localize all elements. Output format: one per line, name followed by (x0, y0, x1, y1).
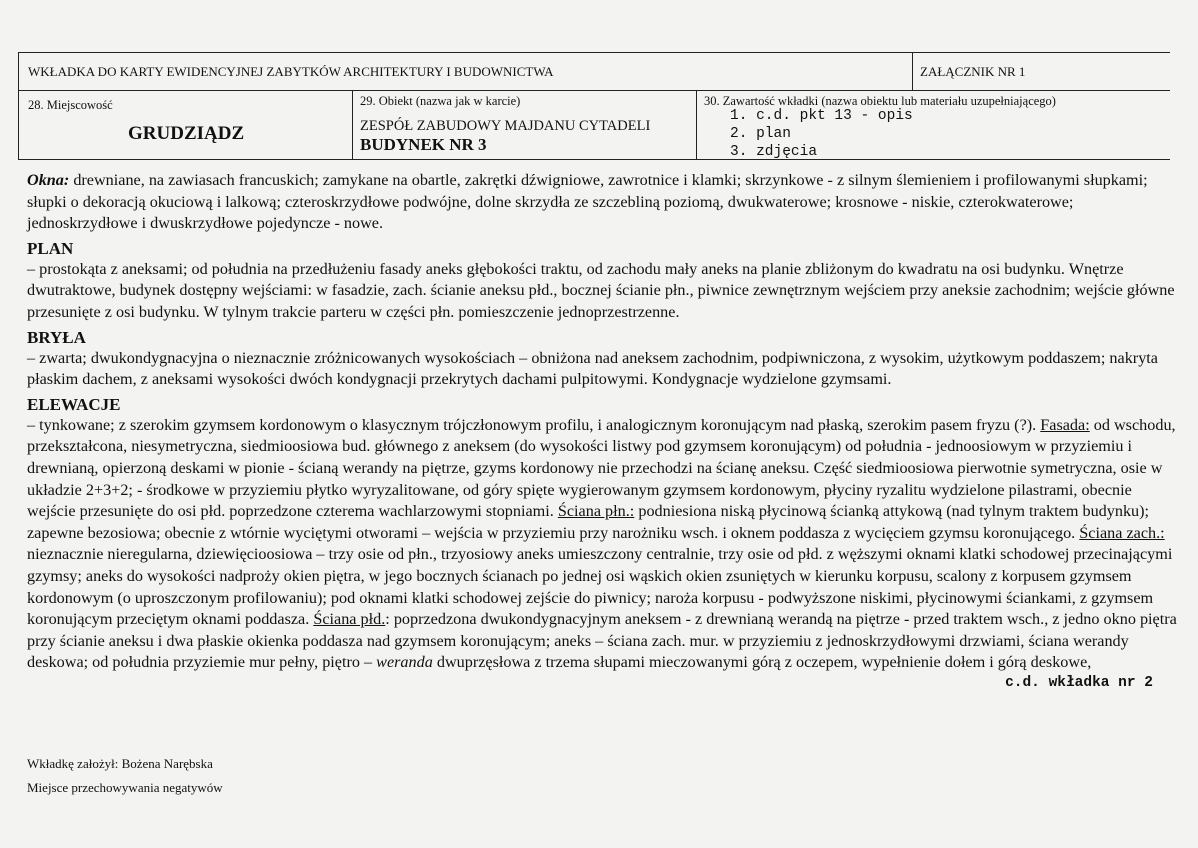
frame-header-line (18, 90, 1170, 91)
elewacje-text-6: dwuprzęsłowa z trzema słupami mieczowanymi górą z oczepem, wypełnienie dołem i górą deskowe, (432, 653, 1092, 672)
frame-attachment-divider (912, 52, 913, 90)
contents-item-3: 3. zdjęcia (730, 144, 818, 160)
elewacje-text-5: : poprzedzona dwukondygnacyjnym aneksem - z drewnianą werandą na piętrze - przed traktem wsch., z jedno okno piętra przy ścianie aneksu i dwa płaskie okienka poddasza nad gzymsem koronującym; aneks – ściana zach. mur. w przyziemiu z jednoskrzydłowymi drzwiami, ściana werandy deskowa; od południa przyziemie mur pełny, piętro – (27, 610, 1177, 672)
contents-item-2: 2. plan (730, 126, 791, 142)
description-body (27, 170, 1177, 692)
frame-field-divider-2 (696, 90, 697, 160)
sciana-zach-label: Ściana zach.: (1079, 523, 1165, 542)
elewacje-text-1: – tynkowane; z szerokim gzymsem kordonowym o klasycznym trójczłonowym profilu, i analogicznym koronującym nad płaską, szerokim pasem fryzu (?). (27, 415, 1041, 434)
frame-field-divider-1 (352, 90, 353, 160)
negatives-location: Miejsce przechowywania negatywów (27, 780, 223, 795)
locality-label: 28. Miejscowość (28, 98, 113, 112)
object-value-1: ZESPÓŁ ZABUDOWY MAJDANU CYTADELI (360, 118, 651, 134)
okna-paragraph (27, 170, 1177, 235)
okna-text: drewniane, na zawiasach francuskich; zamykane na obartle, zakrętki dźwigniowe, zawrotnice i klamki; skrzynkowe - z silnym ślemieniem i profilowanymi słupkami; słupki o dekoracją okuciową i lalkową; czteroskrzydłowe podwójne, dolne skrzydła ze szczebliną poziomą, dwukwaterowe; krosnowe - niskie, czterokwaterowe; jednoskrzydłowe i dwuskrzydłowe pojedyncze - nowe. (27, 171, 1148, 233)
contents-label: 30. Zawartość wkładki (nazwa obiektu lub materiału uzupełniającego) (704, 94, 1056, 108)
attachment-number: ZAŁĄCZNIK NR 1 (920, 64, 1026, 79)
contents-item-1: 1. c.d. pkt 13 - opis (730, 108, 913, 124)
weranda-word: weranda (376, 653, 433, 672)
frame-top-line (18, 52, 1170, 53)
elewacje-text-4: nieznacznie nieregularna, dziewięcioosiowa – trzy osie od płn., trzyosiowy aneks umieszczony centralnie, trzy osie od płd. z węższymi oknami klatki schodowej przecinającymi gzymsy; aneks do wysokości nadproży okien piętra, w jego bocznych ścianach po jednej osi wąskich okien zsuniętych w kierunku korpusu, scalony z korpusem gzymsem kordonowym (o uproszczonym profilowaniu); pod oknami klatki schodowej zejście do piwnicy; naroża korpusu - podwyższone niskimi, płycinowymi ściankami, z gzymsem koronującym przeciętym oknami poddasza. (27, 545, 1173, 629)
frame-fields-line (18, 159, 1170, 160)
sciana-pln-label: Ściana płn.: (557, 502, 635, 521)
form-title: WKŁADKA DO KARTY EWIDENCYJNEJ ZABYTKÓW ARCHITEKTURY I BUDOWNICTWA (28, 64, 554, 79)
bryla-text: – zwarta; dwukondygnacyjna o nieznacznie zróżnicowanych wysokościach – obniżona nad aneksem zachodnim, podpiwniczona, z wysokim, użytkowym poddaszem; nakryta płaskim dachem, z aneksami wysokości dwóch kondygnacji przekrytych dachami pulpitowymi. Kondygnacje wydzielone gzymsami. (27, 348, 1158, 389)
sciana-pld-label: Ściana płd. (313, 610, 386, 629)
locality-value: GRUDZIĄDZ (128, 123, 245, 144)
object-value-2: BUDYNEK NR 3 (360, 135, 487, 154)
author-line: Wkładkę założył: Bożena Narębska (27, 756, 213, 771)
continuation-note: c.d. wkładka nr 2 (1005, 674, 1153, 691)
elewacje-paragraph (27, 415, 1177, 674)
bryla-heading: BRYŁA (27, 327, 86, 347)
elewacje-text-3: podniesiona niską płycinową ścianką attykową (nad tylnym traktem budynku); zapewne bezosiowa; obecnie z wtórnie wyciętymi otworami – wejścia w przyziemiu przy narożniku wsch. i oknem poddasza z wycięciem gzymsu koronującego. (27, 502, 1150, 542)
elewacje-heading: ELEWACJE (27, 394, 121, 414)
frame-left-line (18, 52, 19, 160)
elewacje-text-2: od wschodu, przekształcona, niesymetryczna, siedmioosiowa bud. głównego z aneksem (do wysokości listwy pod gzymsem koronującym) od południa - jednoosiowym w przyziemiu i drewnianą, opierzoną deskami w pionie - ścianą werandy na piętrze, gzyms kordonowy nie przechodzi na ścianę aneksu. Część siedmioosiowa pierwotnie symetryczna, osie w układzie 2+3+2; - środkowe w przyziemiu płytko wyryzalitowane, od góry spięte wygierowanym gzymsem kordonowym, płyciny ryzalitu wydzielone pilastrami, obecnie wejście przesunięte do osi płd. poprzedzone czterema wachlarzowymi stopniami. (27, 415, 1176, 521)
okna-label: Okna: (27, 171, 70, 189)
fasada-label: Fasada: (1040, 415, 1090, 434)
plan-heading: PLAN (27, 238, 74, 258)
object-label: 29. Obiekt (nazwa jak w karcie) (360, 94, 521, 108)
plan-text: – prostokąta z aneksami; od południa na przedłużeniu fasady aneks głębokości traktu, od zachodu mały aneks na planie zbliżonym do kwadratu na osi budynku. Wnętrze dwutraktowe, budynek dostępny wejściami: w fasadzie, zach. ścianie aneksu płd., bocznej ścianie płn., piwnice zewnętrznym wejściem przy aneksie zachodnim; wejście główne przesunięte z osi budynku. W tylnym trakcie parteru w części płn. pomieszczenie jednoprzestrzenne. (27, 259, 1175, 321)
